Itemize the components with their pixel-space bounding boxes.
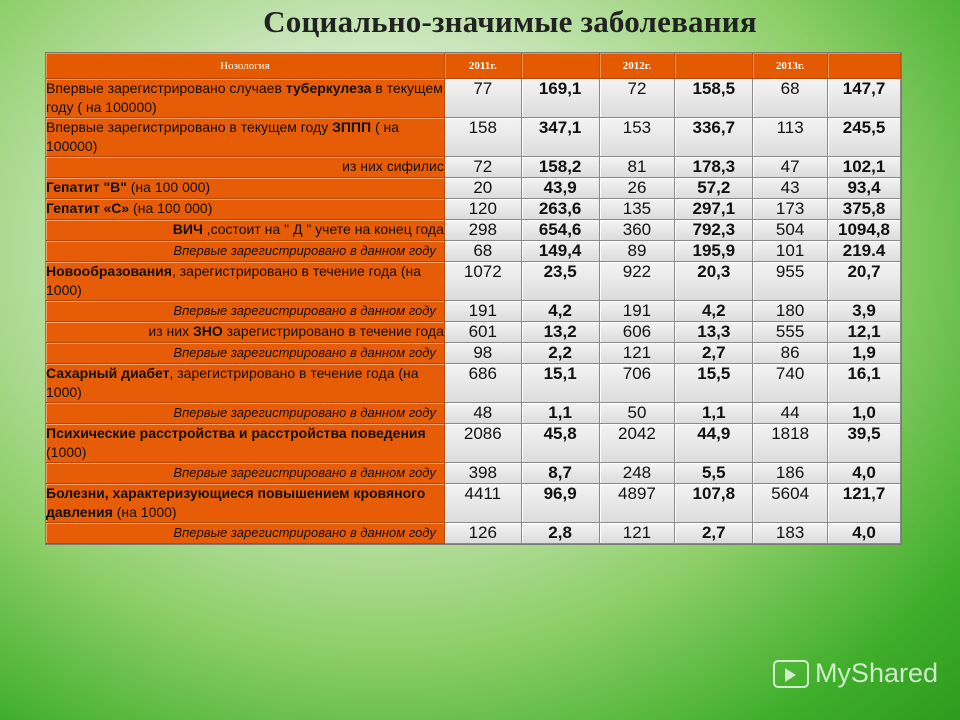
rate-cell: 1,0 [828,403,901,424]
header-empty [675,53,753,79]
rate-cell: 2,7 [675,523,753,544]
row-label [46,79,445,118]
rate-cell: 4,2 [675,301,753,322]
count-cell: 186 [753,463,828,484]
count-cell: 740 [753,364,828,403]
row-label [46,322,445,343]
count-cell: 2042 [600,424,676,463]
rate-cell: 23,5 [522,262,600,301]
play-icon [773,660,809,688]
row-label-emphasis: ВИЧ [172,221,203,237]
row-label [46,262,445,301]
count-cell: 68 [753,79,828,118]
count-cell: 72 [600,79,676,118]
count-cell: 555 [753,322,828,343]
table-row [46,484,901,523]
rate-cell: 102,1 [828,157,901,178]
rate-cell: 5,5 [675,463,753,484]
table-row [46,301,901,322]
row-label [46,463,445,484]
row-label [46,424,445,463]
count-cell: 121 [600,523,676,544]
count-cell: 298 [445,220,522,241]
count-cell: 101 [753,241,828,262]
rate-cell: 1,1 [522,403,600,424]
count-cell: 248 [600,463,676,484]
count-cell: 43 [753,178,828,199]
row-label [46,364,445,403]
watermark [773,658,938,689]
row-label [46,301,445,322]
rate-cell: 169,1 [522,79,600,118]
rate-cell: 8,7 [522,463,600,484]
row-label-emphasis: ЗППП [332,119,372,135]
rate-cell: 263,6 [522,199,600,220]
count-cell: 955 [753,262,828,301]
row-label [46,178,445,199]
rate-cell: 4,0 [828,523,901,544]
count-cell: 68 [445,241,522,262]
row-label-text: Впервые зарегистрировано в данном году [173,243,436,258]
rate-cell: 121,7 [828,484,901,523]
rate-cell: 654,6 [522,220,600,241]
rate-cell: 20,3 [675,262,753,301]
rate-cell: 45,8 [522,424,600,463]
row-label-text: Впервые зарегистрировано случаев [46,80,286,96]
count-cell: 5604 [753,484,828,523]
rate-cell: 44,9 [675,424,753,463]
rate-cell: 4,2 [522,301,600,322]
rate-cell: 13,2 [522,322,600,343]
rate-cell: 1094,8 [828,220,901,241]
count-cell: 26 [600,178,676,199]
header-empty [828,53,901,79]
row-label [46,403,445,424]
count-cell: 50 [600,403,676,424]
rate-cell: 792,3 [675,220,753,241]
rate-cell: 375,8 [828,199,901,220]
row-label [46,118,445,157]
row-label-text: (на 100 000) [126,179,211,195]
count-cell: 706 [600,364,676,403]
count-cell: 98 [445,343,522,364]
row-label-text: Впервые зарегистрировано в данном году [173,345,436,360]
row-label [46,523,445,544]
count-cell: 1818 [753,424,828,463]
rate-cell: 149,4 [522,241,600,262]
count-cell: 183 [753,523,828,544]
table-row [46,343,901,364]
header-row [46,53,901,79]
rate-cell: 195,9 [675,241,753,262]
row-label-emphasis: Гепатит "В" [46,179,127,195]
row-label-text: , зарегистрировано в течение года (на 1000) [46,263,422,298]
row-label-emphasis: Гепатит «С» [46,200,130,216]
rate-cell: 336,7 [675,118,753,157]
rate-cell: 178,3 [675,157,753,178]
count-cell: 20 [445,178,522,199]
count-cell: 126 [445,523,522,544]
row-label-text: ,состоит на " Д " учете на конец года [202,221,444,237]
count-cell: 4897 [600,484,676,523]
table-row [46,523,901,544]
row-label-text: Впервые зарегистрировано в данном году [173,405,436,420]
rate-cell: 16,1 [828,364,901,403]
table-body [46,79,901,544]
row-label [46,343,445,364]
rate-cell: 13,3 [675,322,753,343]
table-row [46,79,901,118]
header-nosology: Нозология [46,53,445,79]
rate-cell: 12,1 [828,322,901,343]
row-label [46,157,445,178]
rate-cell: 15,5 [675,364,753,403]
row-label-text: (1000) [46,444,87,460]
count-cell: 86 [753,343,828,364]
table-row [46,322,901,343]
count-cell: 4411 [445,484,522,523]
rate-cell: 147,7 [828,79,901,118]
table-row [46,403,901,424]
rate-cell: 245,5 [828,118,901,157]
row-label-emphasis: Новообразования [46,263,172,279]
count-cell: 72 [445,157,522,178]
row-label [46,484,445,523]
rate-cell: 4,0 [828,463,901,484]
row-label-text: Впервые зарегистрировано в данном году [173,303,436,318]
row-label [46,241,445,262]
header-year-2011: 2011г. [445,53,522,79]
count-cell: 113 [753,118,828,157]
rate-cell: 347,1 [522,118,600,157]
count-cell: 135 [600,199,676,220]
rate-cell: 2,8 [522,523,600,544]
count-cell: 47 [753,157,828,178]
count-cell: 1072 [445,262,522,301]
rate-cell: 158,2 [522,157,600,178]
rate-cell: 93,4 [828,178,901,199]
table-row [46,262,901,301]
count-cell: 191 [445,301,522,322]
disease-table [45,52,902,545]
table-row [46,118,901,157]
row-label-text: , зарегистрировано в течение года (на 1000) [46,365,419,400]
count-cell: 398 [445,463,522,484]
count-cell: 89 [600,241,676,262]
count-cell: 2086 [445,424,522,463]
row-label-text: из них [148,323,193,339]
row-label-text: (на 1000) [112,504,177,520]
count-cell: 158 [445,118,522,157]
rate-cell: 39,5 [828,424,901,463]
row-label-text: в текущем году ( на 100000) [46,80,443,115]
rate-cell: 158,5 [675,79,753,118]
row-label-text: Впервые зарегистрировано в текущем году [46,119,333,135]
table-row [46,178,901,199]
table-row [46,199,901,220]
table-row [46,220,901,241]
rate-cell: 107,8 [675,484,753,523]
count-cell: 48 [445,403,522,424]
row-label-emphasis: ЗНО [192,323,223,339]
table-row [46,364,901,403]
row-label-text: Впервые зарегистрировано в данном году [173,525,436,540]
count-cell: 121 [600,343,676,364]
row-label-emphasis: туберкулеза [285,80,372,96]
row-label-text: зарегистрировано в течение года [222,323,444,339]
count-cell: 601 [445,322,522,343]
count-cell: 173 [753,199,828,220]
count-cell: 686 [445,364,522,403]
rate-cell: 43,9 [522,178,600,199]
row-label-emphasis: Сахарный диабет [46,365,170,381]
count-cell: 191 [600,301,676,322]
rate-cell: 3,9 [828,301,901,322]
table-row [46,424,901,463]
row-label-text: ( на 100000) [46,119,400,154]
header-year-2013: 2013г. [753,53,828,79]
row-label [46,220,445,241]
count-cell: 606 [600,322,676,343]
count-cell: 44 [753,403,828,424]
row-label-emphasis: Болезни, характеризующиеся повышением кровяного давления [46,485,426,520]
row-label-emphasis: Психические расстройства и расстройства поведения [46,425,426,441]
count-cell: 180 [753,301,828,322]
rate-cell: 20,7 [828,262,901,301]
rate-cell: 1,9 [828,343,901,364]
rate-cell: 297,1 [675,199,753,220]
rate-cell: 96,9 [522,484,600,523]
header-year-2012: 2012г. [600,53,676,79]
count-cell: 153 [600,118,676,157]
watermark-text: MyShared [814,658,938,688]
row-label-text: из них сифилис [342,158,444,174]
table-row [46,157,901,178]
rate-cell: 219.4 [828,241,901,262]
row-label-text: (на 100 000) [129,200,213,216]
count-cell: 81 [600,157,676,178]
header-empty [522,53,600,79]
count-cell: 120 [445,199,522,220]
slide-title: Социально-значимые заболевания [263,4,757,39]
row-label-text: Впервые зарегистрировано в данном году [173,465,436,480]
count-cell: 77 [445,79,522,118]
row-label [46,199,445,220]
rate-cell: 2,2 [522,343,600,364]
rate-cell: 15,1 [522,364,600,403]
rate-cell: 2,7 [675,343,753,364]
count-cell: 504 [753,220,828,241]
count-cell: 360 [600,220,676,241]
table-row [46,241,901,262]
rate-cell: 1,1 [675,403,753,424]
table-row [46,463,901,484]
rate-cell: 57,2 [675,178,753,199]
count-cell: 922 [600,262,676,301]
